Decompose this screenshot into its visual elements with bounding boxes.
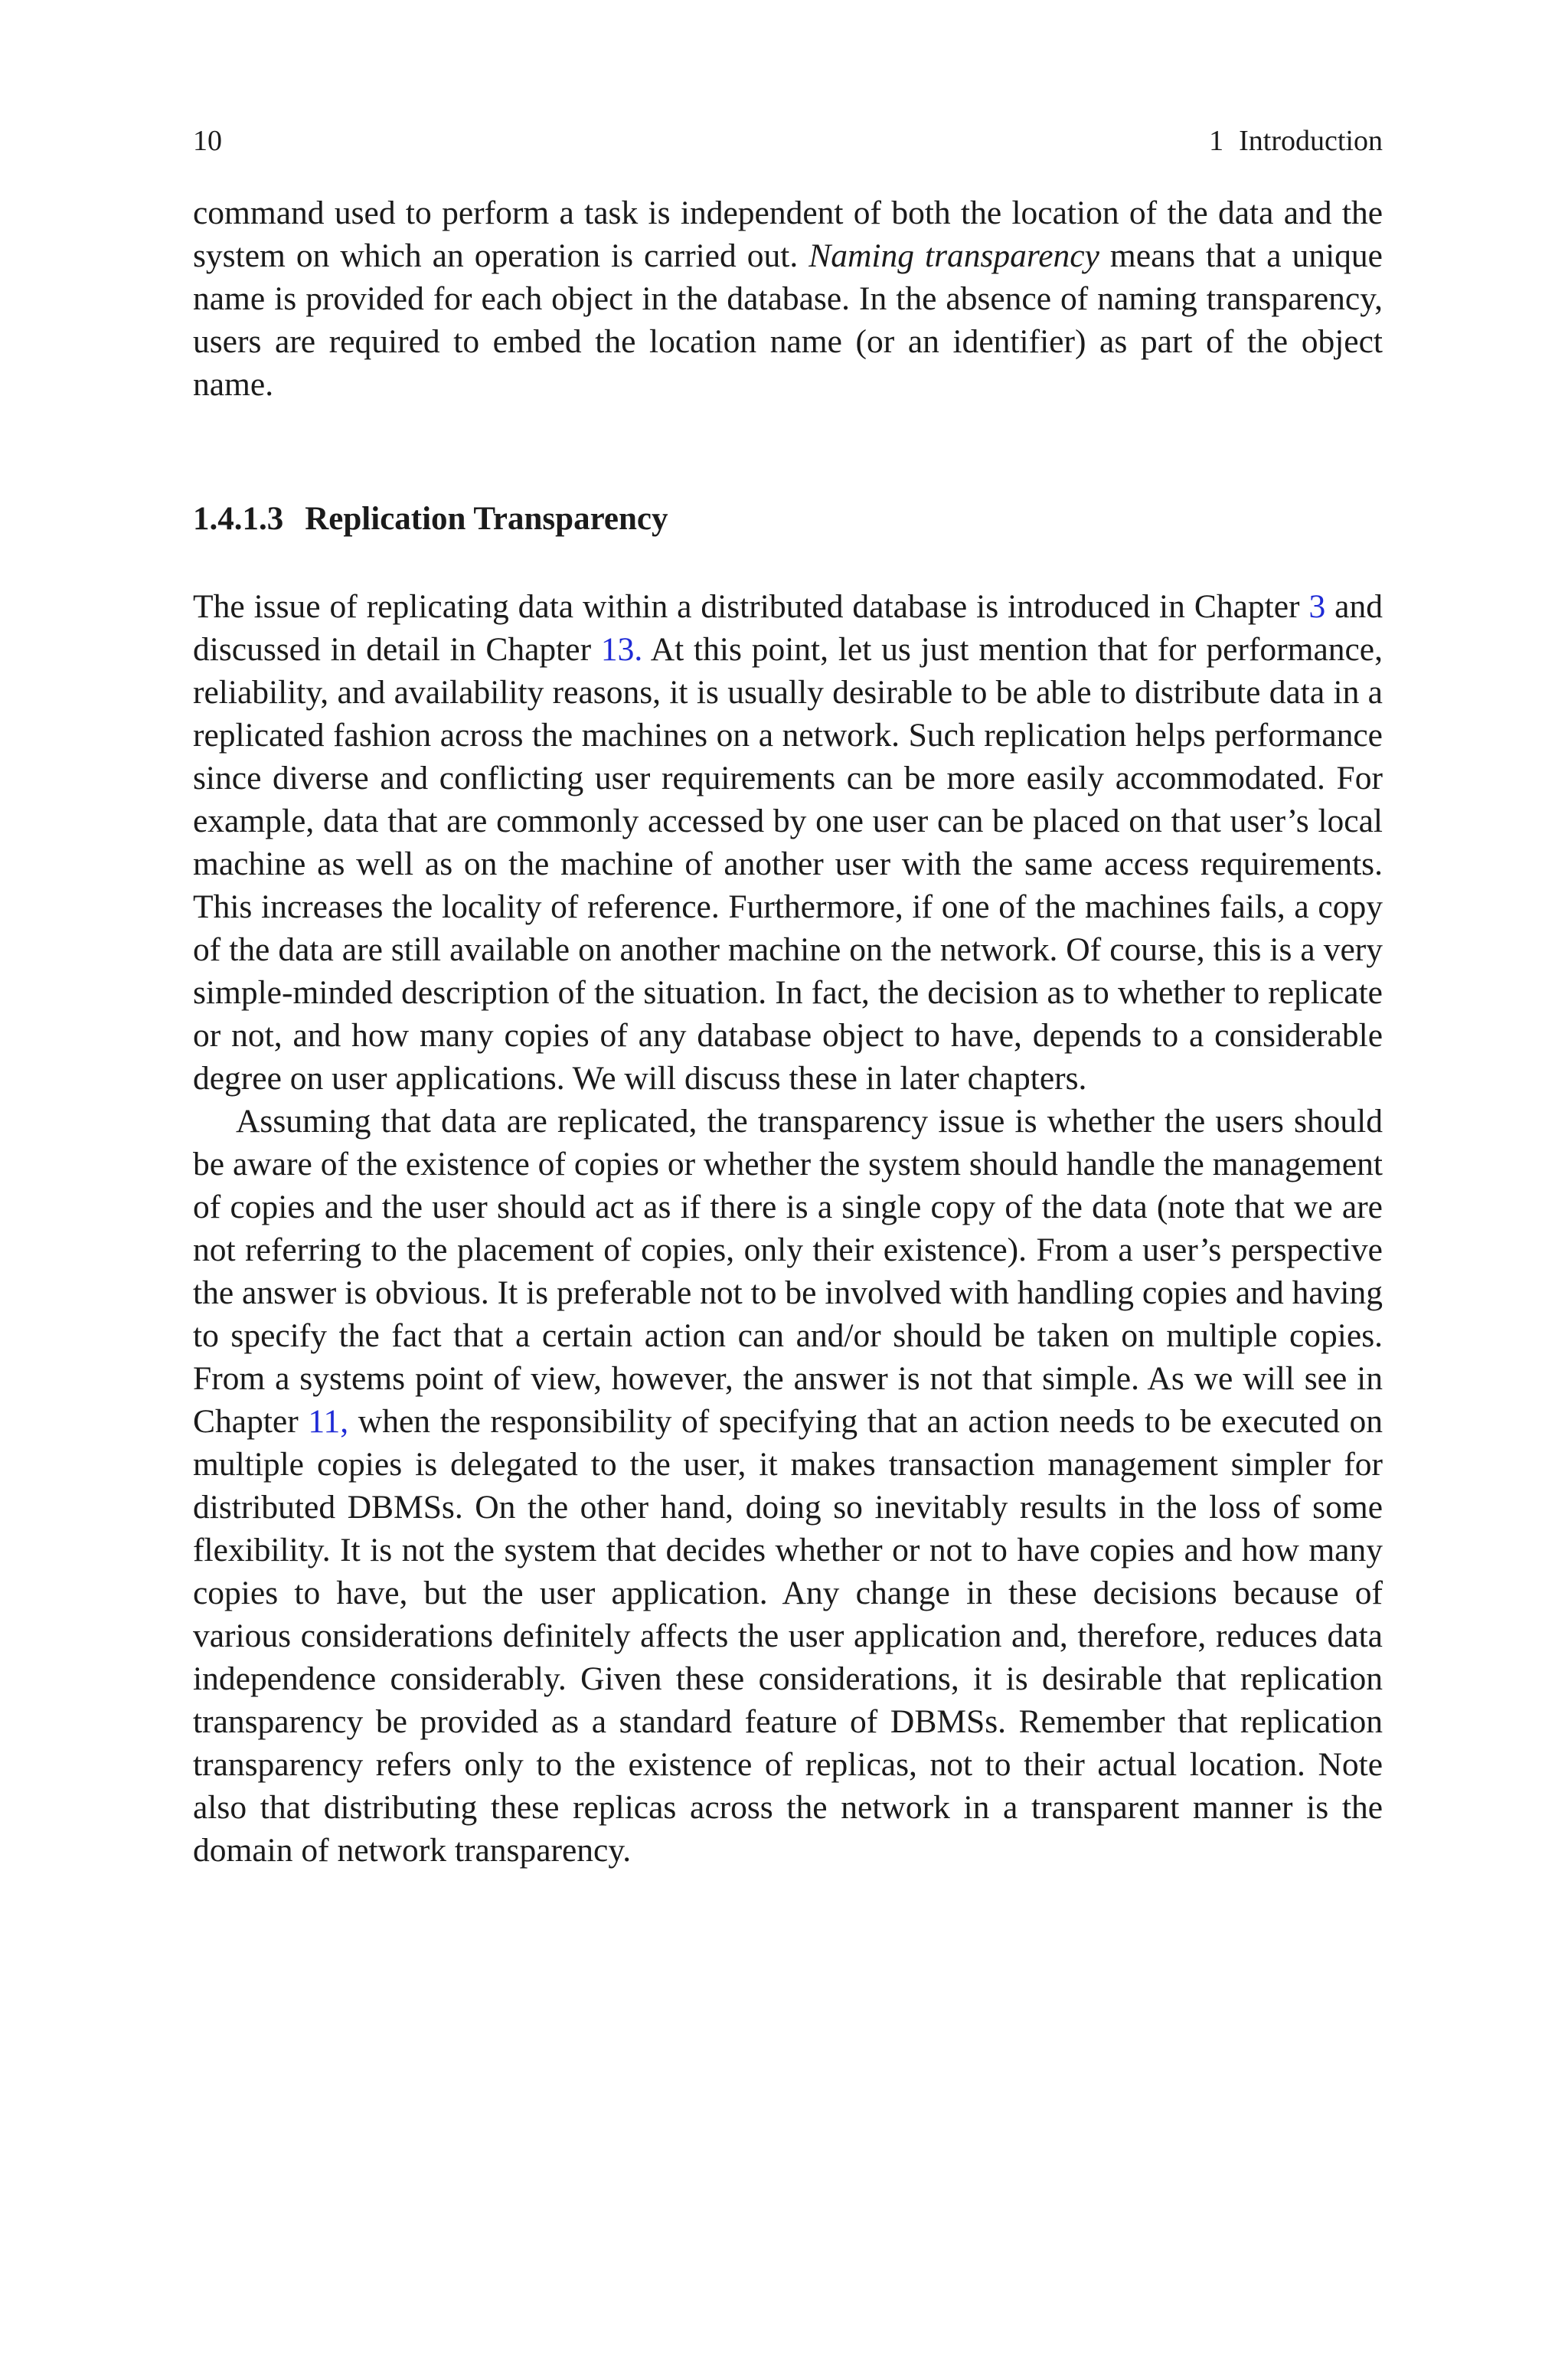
paragraph1-text-2: and discussed in detail in Chapter <box>193 588 1383 668</box>
section-title: Replication Transparency <box>305 501 668 537</box>
section-number: 1.4.1.3 <box>193 501 284 537</box>
chapter-11-link[interactable]: 11, <box>308 1403 349 1440</box>
paragraph-transparency-issue <box>193 1100 1383 1872</box>
chapter-number: 1 <box>1209 125 1224 157</box>
chapter-3-link[interactable]: 3 <box>1308 588 1326 625</box>
chapter-title: Introduction <box>1239 125 1383 157</box>
chapter-13-link[interactable]: 13. <box>600 631 643 668</box>
intro-text-2: means that a unique name is provided for each object in the database. In the absence of naming transparency, users are required to embed the location name (or an identifier) as part of the object name. <box>193 237 1383 403</box>
paragraph2-text-1: Assuming that data are replicated, the transparency issue is whether the users should be aware of the existence of copies or whether the system should handle the management of copies and the user should act as if there is a single copy of the data (note that we are not referring to the placement of copies, only their existence). From a user’s perspective the answer is obvious. It is preferable not to be involved with handling copies and having to specify the fact that a certain action can and/or should be taken on multiple copies. From a systems point of view, however, the answer is not that simple. As we will see in Chapter <box>193 1103 1383 1440</box>
intro-paragraph <box>193 191 1383 406</box>
term-naming-transparency: Naming transparency <box>808 237 1099 274</box>
book-page <box>193 123 1383 1872</box>
paragraph1-text-3: At this point, let us just mention that for performance, reliability, and availability reasons, it is usually desirable to be able to distribute data in a replicated fashion across the machines on a network. Such replication helps performance since diverse and conflicting user requirements can be more easily accommodated. For example, data that are commonly accessed by one user can be placed on that user’s local machine as well as on the machine of another user with the same access requirements. This increases the locality of reference. Furthermore, if one of the machines fails, a copy of the data are still available on another machine on the network. Of course, this is a very simple-minded description of the situation. In fact, the decision as to whether to replicate or not, and how many copies of any database object to have, depends to a considerable degree on user applications. We will discuss these in later chapters. <box>193 631 1383 1097</box>
page-number: 10 <box>193 125 222 157</box>
paragraph-replication-intro <box>193 585 1383 1100</box>
paragraph2-text-2: when the responsibility of specifying that an action needs to be executed on multiple copies is delegated to the user, it makes transaction management simpler for distributed DBMSs. On the other hand, doing so inevitably results in the loss of some flexibility. It is not the system that decides whether or not to have copies and how many copies to have, but the user application. Any change in these decisions because of various considerations definitely affects the user application and, therefore, reduces data independence considerably. Given these considerations, it is desirable that replication transparency be provided as a standard feature of DBMSs. Remember that replication transparency refers only to the existence of replicas, not to their actual location. Note also that distributing these replicas across the network in a transparent manner is the domain of network transparency. <box>193 1403 1383 1869</box>
section-heading <box>193 498 1383 541</box>
intro-text-1: command used to perform a task is independent of both the location of the data and the system on which an operation is carried out. <box>193 195 1383 274</box>
running-header <box>193 123 1383 159</box>
paragraph1-text-1: The issue of replicating data within a distributed database is introduced in Chapter <box>193 588 1309 625</box>
chapter-reference <box>1209 123 1383 159</box>
